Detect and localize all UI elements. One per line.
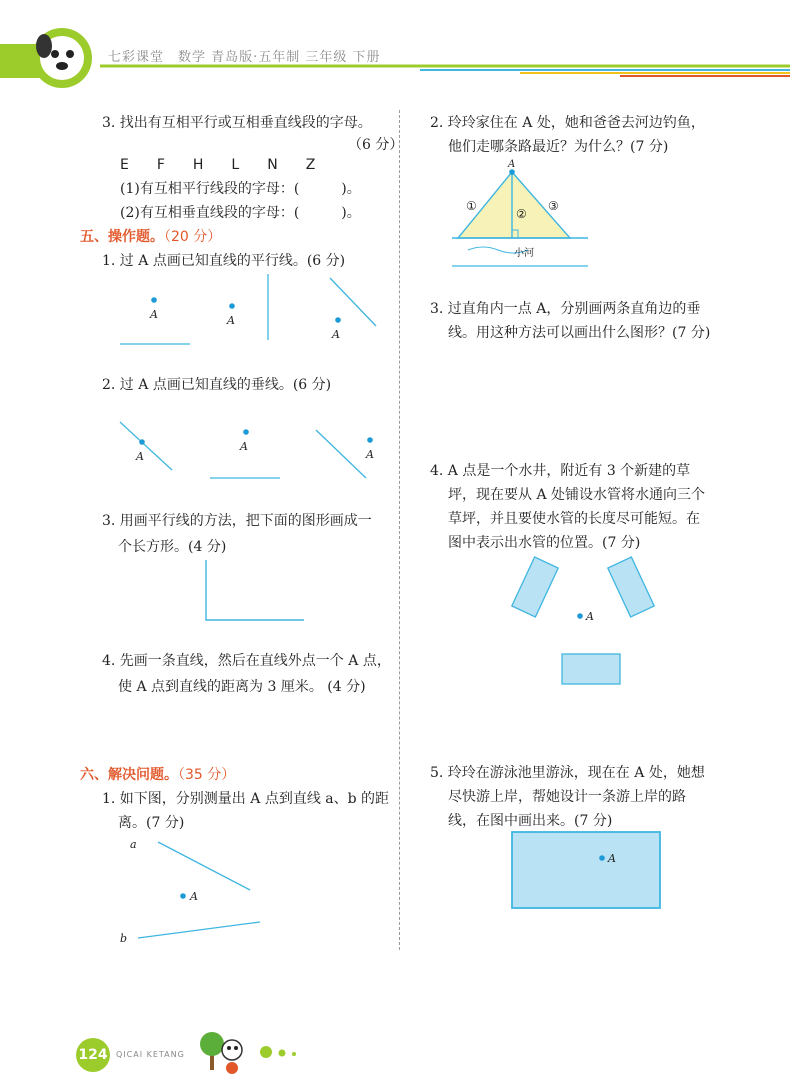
q3-sub2: (2)有互相垂直线段的字母：( )。 (120, 205, 361, 221)
mascot-body-icon (226, 1062, 238, 1074)
mascot-eye-icon (51, 50, 59, 58)
header-title: 七彩课堂 数学 青岛版·五年制 三年级 下册 (108, 50, 381, 65)
lawn-right (608, 557, 654, 617)
mascot-icon (222, 1040, 242, 1060)
page-number: 124 (76, 1038, 110, 1072)
footer-dot-icon (292, 1052, 296, 1056)
point-a (151, 297, 157, 303)
pool-figure (510, 830, 664, 910)
q3-text: 3. 找出有互相平行或互相垂直线段的字母。 (102, 115, 372, 131)
section5-heading (80, 224, 221, 250)
river-figure (448, 156, 598, 272)
r-q4-line1: 4. A 点是一个水井，附近有 3 个新建的草 (430, 463, 691, 479)
section6-title: 六、解决问题。 (80, 767, 178, 783)
s5-q2-text: 2. 过 A 点画已知直线的垂线。(6 分) (102, 377, 332, 393)
s5-q1-text: 1. 过 A 点画已知直线的平行线。(6 分) (102, 253, 346, 269)
s5-q3-line2: 个长方形。(4 分) (118, 539, 227, 555)
point-a (367, 437, 373, 443)
s6-q1-figure (110, 836, 280, 948)
footer-brand: QICAI KETANG (116, 1050, 185, 1059)
letters-row: E F H L N Z (120, 157, 316, 173)
s5-q3-figure (200, 556, 310, 626)
r-q4-line4: 图中表示出水管的位置。(7 分) (448, 535, 641, 551)
point-a-label: A (508, 159, 516, 170)
s6-q1-line2: 离。(7 分) (118, 815, 185, 831)
mascot-nose-icon (56, 62, 68, 70)
given-line (316, 430, 366, 478)
point-a (229, 303, 235, 309)
section6-points: （35 分） (178, 767, 236, 783)
given-line (120, 422, 172, 470)
line-a-label: a (130, 838, 137, 851)
line-b-label: b (120, 932, 128, 945)
path-1-label: ① (466, 199, 477, 213)
point-a (243, 429, 249, 435)
section5-points: （20 分） (164, 229, 222, 245)
r-q4-line3: 草坪，并且要使水管的长度尽可能短。在 (448, 511, 700, 527)
right-angle-shape (206, 560, 304, 620)
point-a-label: A (586, 610, 594, 623)
mascot-ear-icon (36, 34, 52, 58)
swimmer-point-a (599, 855, 605, 861)
q3-sub1: (1)有互相平行线段的字母：( )。 (120, 181, 361, 197)
point-a (509, 169, 515, 175)
point-a-label: A (332, 328, 340, 341)
lawns-figure (500, 554, 680, 690)
s5-q4-line1: 4. 先画一条直线，然后在直线外点一个 A 点， (102, 653, 391, 669)
r-q2-line2: 他们走哪条路最近？为什么？(7 分) (448, 139, 669, 155)
point-a-label: A (190, 890, 198, 903)
column-divider (399, 110, 400, 950)
footer-decoration (196, 1030, 316, 1080)
section5-title: 五、操作题。 (80, 229, 164, 245)
r-q5-line3: 线，在图中画出来。(7 分) (448, 813, 613, 829)
point-a-label: A (608, 852, 616, 865)
q3-points: （6 分） (348, 137, 404, 153)
swimming-pool (512, 832, 660, 908)
footer-dot-icon (260, 1046, 272, 1058)
point-a (335, 317, 341, 323)
s5-q4-line2: 使 A 点到直线的距离为 3 厘米。 (4 分) (118, 679, 366, 695)
river-label: 小河 (514, 248, 534, 259)
point-a-label: A (136, 450, 144, 463)
point-a (180, 893, 186, 899)
r-q3-line2: 线。用这种方法可以画出什么图形？(7 分) (448, 325, 711, 341)
point-a-label: A (150, 308, 158, 321)
r-q3-line1: 3. 过直角内一点 A，分别画两条直角边的垂 (430, 301, 701, 317)
page-header (0, 0, 800, 100)
s5-q3-line1: 3. 用画平行线的方法，把下面的图形画成一 (102, 513, 372, 529)
section6-heading (80, 762, 235, 788)
lawn-bottom (562, 654, 620, 684)
path-2-label: ② (516, 207, 527, 221)
point-a-label: A (227, 314, 235, 327)
line-b (138, 922, 260, 938)
r-q5-line1: 5. 玲玲在游泳池里游泳，现在在 A 处，她想 (430, 765, 705, 781)
r-q5-line2: 尽快游上岸，帮她设计一条游上岸的路 (448, 789, 686, 805)
path-3-label: ③ (548, 199, 559, 213)
lawn-left (512, 557, 558, 617)
tree-icon (200, 1032, 224, 1056)
footer-dot-icon (279, 1050, 286, 1057)
point-a-label: A (366, 448, 374, 461)
well-point-a (577, 613, 583, 619)
s5-q2-figures (110, 418, 400, 488)
line-a (158, 842, 250, 890)
point-a (139, 439, 145, 445)
r-q4-line2: 坪，现在要从 A 处铺设水管将水通向三个 (448, 487, 706, 503)
s5-q1-figures (110, 268, 400, 358)
s6-q1-line1: 1. 如下图，分别测量出 A 点到直线 a、b 的距 (102, 791, 390, 807)
r-q2-line1: 2. 玲玲家住在 A 处，她和爸爸去河边钓鱼， (430, 115, 705, 131)
point-a-label: A (240, 440, 248, 453)
